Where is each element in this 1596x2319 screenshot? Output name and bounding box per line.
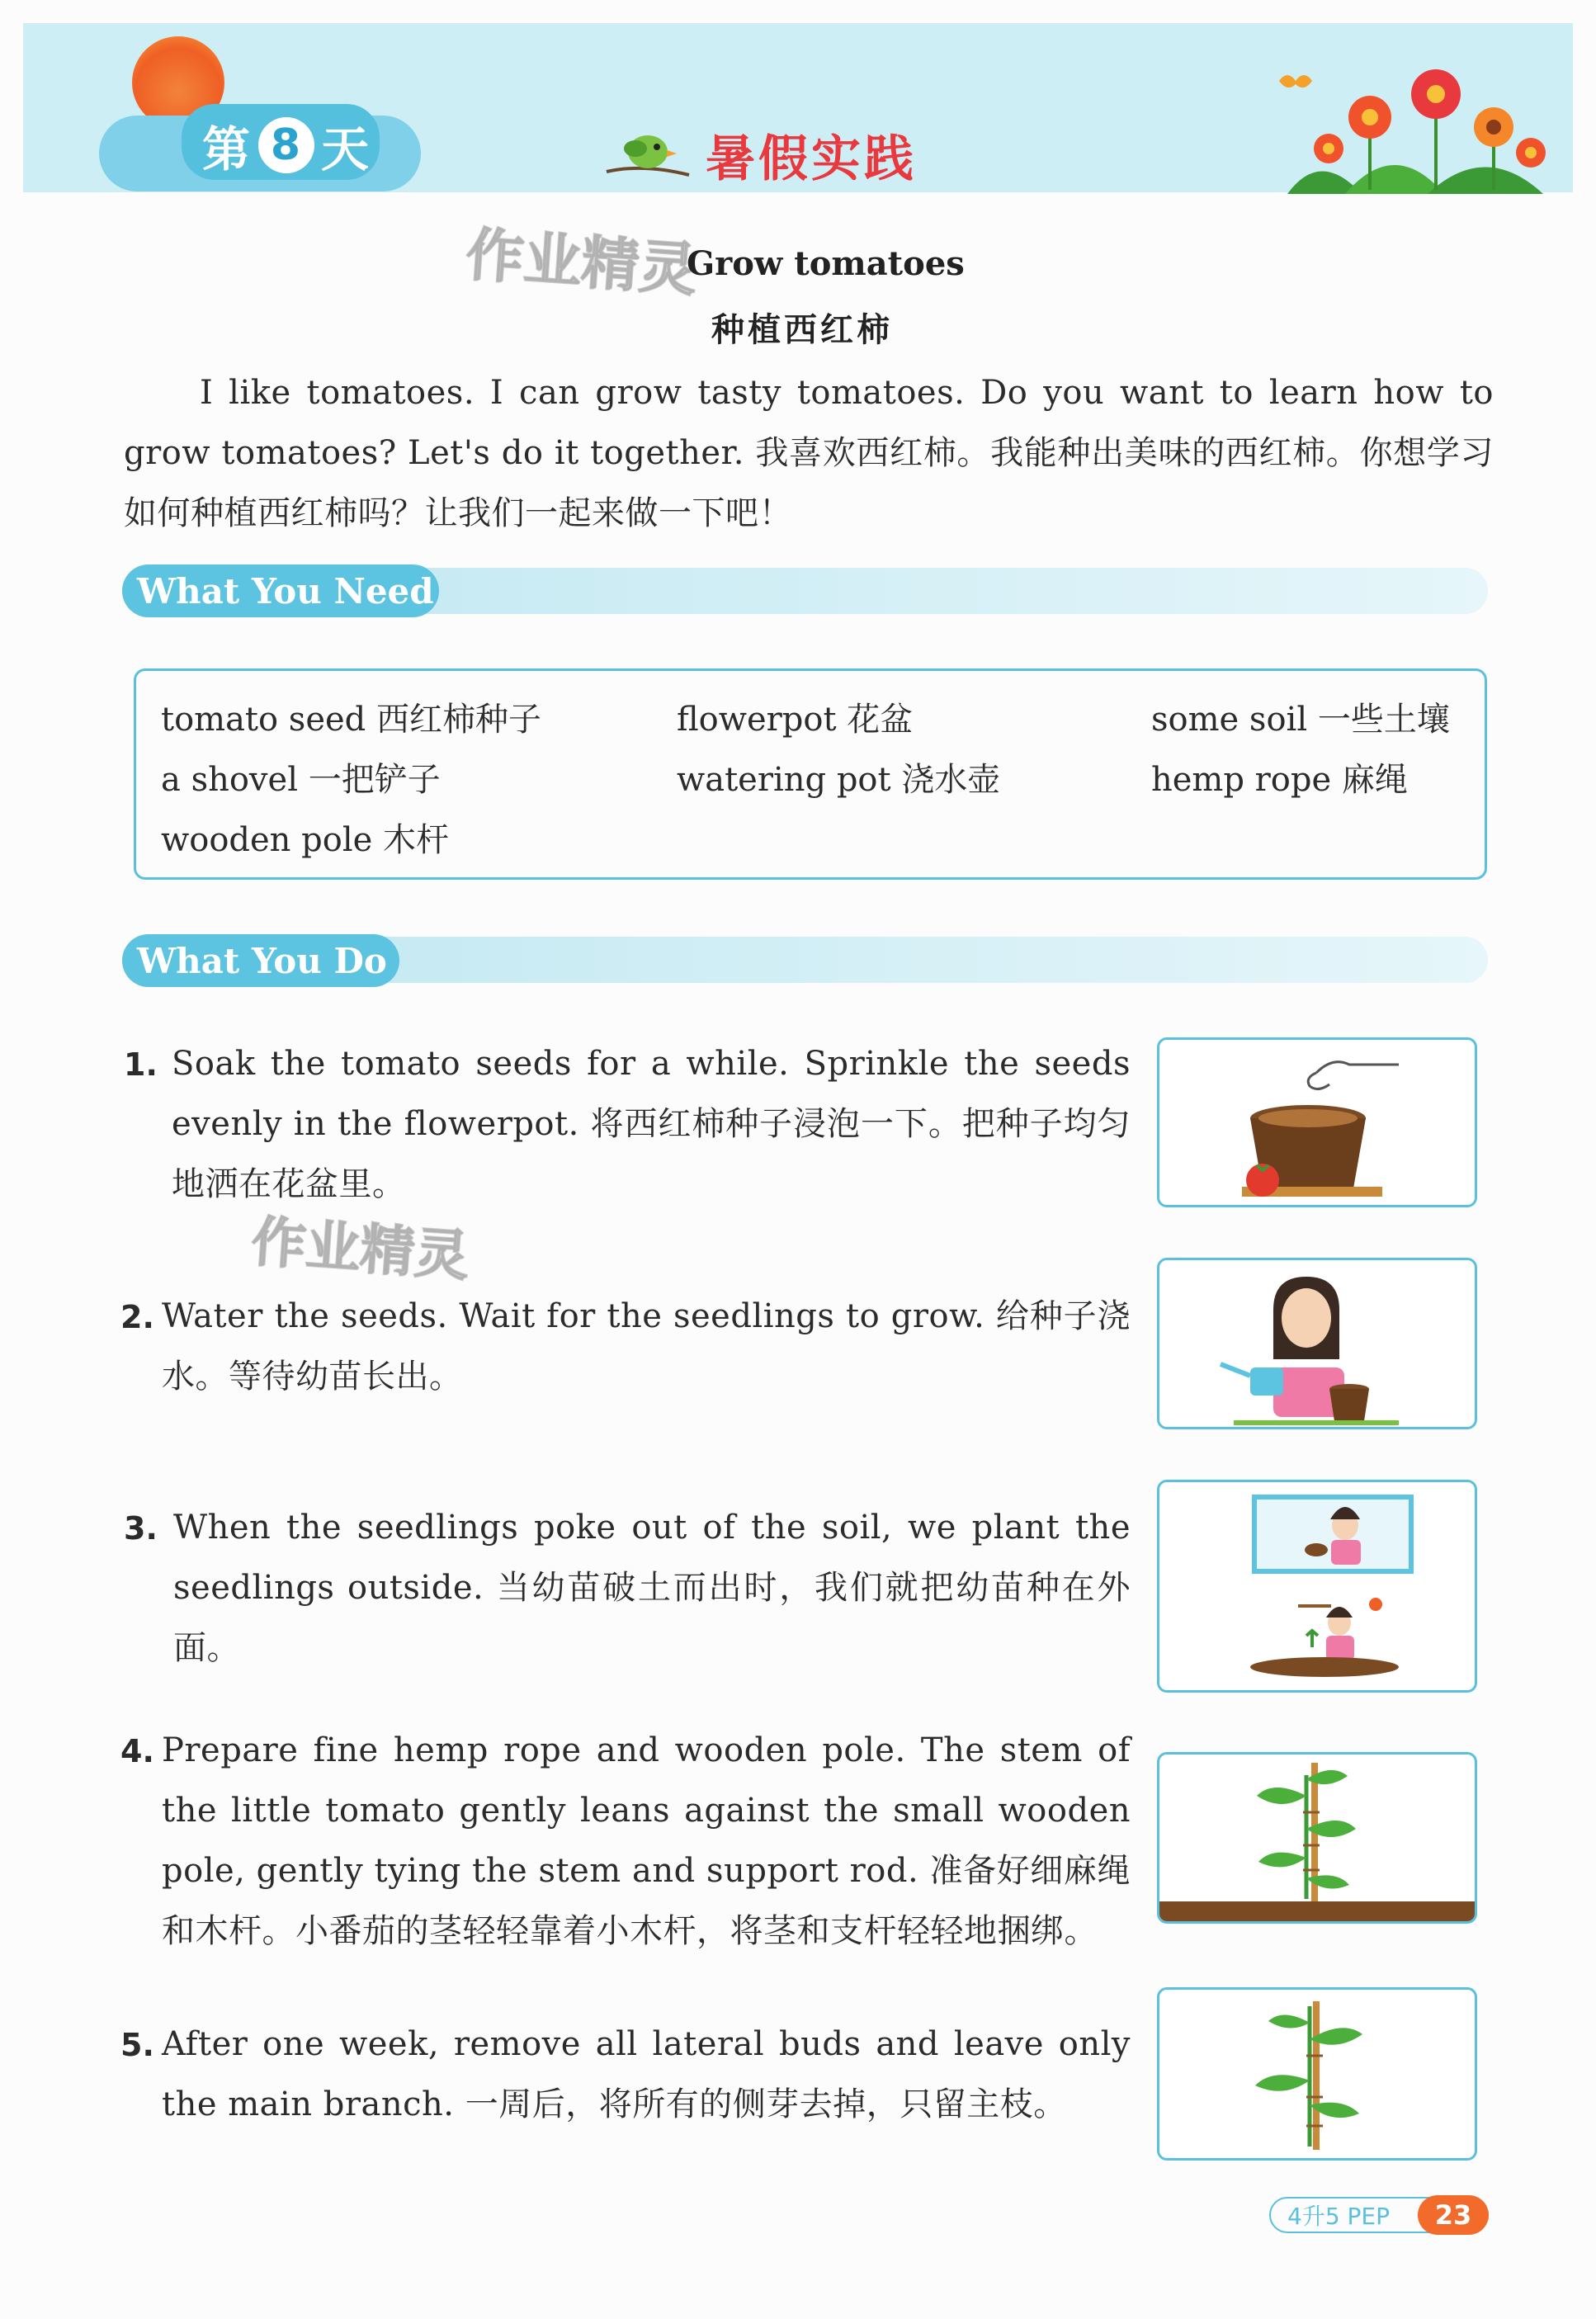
step-illustration-support	[1157, 1752, 1477, 1924]
step-number: 1.	[124, 1046, 158, 1083]
do-header: What You Do	[122, 934, 399, 987]
bird-icon	[602, 124, 693, 182]
day-suffix: 天	[321, 121, 371, 177]
title-chinese: 种植西红柿	[711, 311, 893, 349]
need-item: some soil 一些土壤	[1151, 701, 1450, 739]
page-number: 23	[1418, 2195, 1489, 2235]
section-title: 暑假实践	[706, 130, 917, 188]
flowers-icon	[1271, 58, 1560, 194]
need-header: What You Need	[122, 564, 439, 617]
step-text: Soak the tomato seeds for a while. Sprinkle the seeds evenly in the flowerpot. 将西红柿种子浸泡一下。把种子均匀地洒在花盆里。	[172, 1045, 1131, 1203]
step-text: Water the seeds. Wait for the seedlings to grow. 给种子浇水。等待幼苗长出。	[162, 1297, 1131, 1396]
need-item: hemp rope 麻绳	[1151, 761, 1408, 799]
step-illustration-pruning	[1157, 1987, 1477, 2161]
day-label	[202, 111, 371, 180]
day-number: 8	[258, 117, 314, 173]
need-item: watering pot 浇水壶	[677, 761, 1001, 799]
footer-grade: 4升5 PEP	[1287, 2203, 1390, 2230]
need-item: a shovel 一把铲子	[161, 761, 441, 799]
step-number: 4.	[120, 1733, 154, 1769]
watermark: 作业精灵	[249, 1209, 471, 1289]
day-prefix: 第	[202, 121, 253, 177]
need-item: flowerpot 花盆	[677, 701, 914, 739]
step-illustration-seeds	[1157, 1037, 1477, 1207]
step-number: 3.	[124, 1510, 158, 1547]
step-number: 5.	[120, 2027, 154, 2063]
step-illustration-watering	[1157, 1258, 1477, 1429]
intro-paragraph: I like tomatoes. I can grow tasty tomatoes. Do you want to learn how to grow tomatoes? Let's do it together. 我喜欢西红柿。我能种出美味的西红柿。你想学习如何种植西红柿吗？让我们一起来做一下吧！	[124, 374, 1494, 532]
need-item: tomato seed 西红柿种子	[161, 701, 541, 739]
step-text: When the seedlings poke out of the soil, we plant the seedlings outside. 当幼苗破土而出时，我们就把幼苗种在外面。	[173, 1509, 1131, 1667]
step-text: Prepare fine hemp rope and wooden pole. The stem of the little tomato gently leans against the small wooden pole, gently tying the stem and support rod. 准备好细麻绳和木杆。小番茄的茎轻轻靠着小木杆，将茎和支杆轻轻地捆绑。	[162, 1731, 1131, 1950]
watermark: 作业精灵	[464, 220, 700, 305]
step-text: After one week, remove all lateral buds and leave only the main branch. 一周后，将所有的侧芽去掉，只留主枝。	[162, 2025, 1131, 2123]
title-english: Grow tomatoes	[687, 244, 965, 283]
need-item: wooden pole 木杆	[161, 821, 450, 859]
step-number: 2.	[120, 1299, 154, 1335]
step-illustration-planting	[1157, 1480, 1477, 1693]
